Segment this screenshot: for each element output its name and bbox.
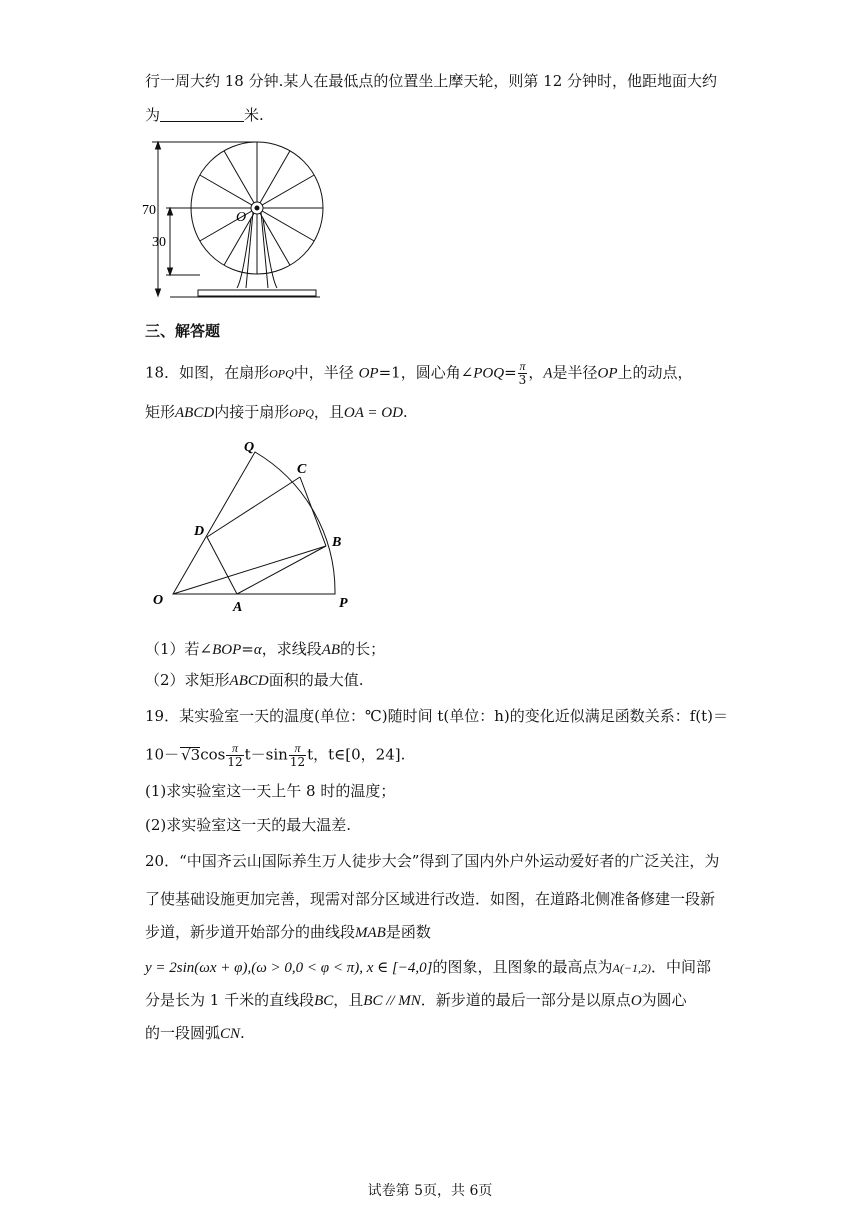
section-heading: 三、解答题 xyxy=(145,322,221,340)
answer-blank[interactable] xyxy=(160,106,244,122)
ferris-wheel-figure xyxy=(140,138,330,303)
q20-text-line4: y = 2sin(ωx + φ),(ω > 0,0 < φ < π), x ∈ [−4,0]的图象，且图象的最高点为A(−1,2)．中间部 xyxy=(145,958,711,976)
label-O2: O xyxy=(153,593,164,608)
q19-text-line1: 19．某实验室一天的温度(单位：℃)随时间 t(单位：h)的变化近似满足函数关系：f(t)＝ xyxy=(145,707,729,725)
pi-over-3: $\frac{\pi}{3}$ xyxy=(518,359,527,387)
q18-sub2: （2）求矩形ABCD面积的最大值. xyxy=(145,671,364,689)
q19-sub2: (2)求实验室这一天的最大温差. xyxy=(145,816,352,834)
label-A: A xyxy=(233,600,243,615)
label-B: B xyxy=(332,535,342,550)
q19-sub1: (1)求实验室这一天上午 8 时的温度； xyxy=(145,782,396,800)
q17-text-line2: 为 米. xyxy=(145,106,264,124)
q20-text-line2: 了使基础设施更加完善，现需对部分区域进行改造．如图，在道路北侧准备修建一段新 xyxy=(145,890,716,908)
label-D: D xyxy=(194,524,205,539)
label-P: P xyxy=(339,596,348,611)
label-Q: Q xyxy=(244,440,255,455)
q20-text-line5: 分是长为 1 千米的直线段BC，且BC // MN．新步道的最后一部分是以原点O为圆心 xyxy=(145,991,687,1009)
label-30: 30 xyxy=(152,235,166,250)
q20-text-line3: 步道，新步道开始部分的曲线段MAB是函数 xyxy=(145,923,431,941)
q18-text-line1: 18．如图，在扇形OPQ中，半径 OP=1，圆心角∠POQ= $\frac{\pi}{3}$ ，A是半径OP上的动点， xyxy=(145,359,693,387)
q20-text-line6: 的一段圆弧CN. xyxy=(145,1024,245,1042)
q20-text-line1: 20．“中国齐云山国际养生万人徒步大会”得到了国内外户外运动爱好者的广泛关注，为 xyxy=(145,852,720,870)
q19-formula-line: 10－ √3cos $\frac{\pi}{12}$ t－sin $\frac{\pi}{12}$ t，t∈[0，24]. xyxy=(145,741,406,769)
page-footer: 试卷第 5页，共 6页 xyxy=(367,1183,493,1199)
q18-sub1: （1）若∠BOP=α，求线段AB的长； xyxy=(145,640,386,658)
sector-figure xyxy=(145,435,365,620)
q17-text-line1: 行一周大约 18 分钟.某人在最低点的位置坐上摩天轮，则第 12 分钟时，他距地面大约 xyxy=(145,72,718,90)
q18-text-line2: 矩形ABCD内接于扇形OPQ，且OA = OD. xyxy=(145,403,408,421)
label-C: C xyxy=(297,462,307,477)
pi-over-12-a: $\frac{\pi}{12}$ xyxy=(227,741,243,769)
label-O: O xyxy=(236,210,247,225)
label-70: 70 xyxy=(142,203,156,218)
pi-over-12-b: $\frac{\pi}{12}$ xyxy=(289,741,306,769)
